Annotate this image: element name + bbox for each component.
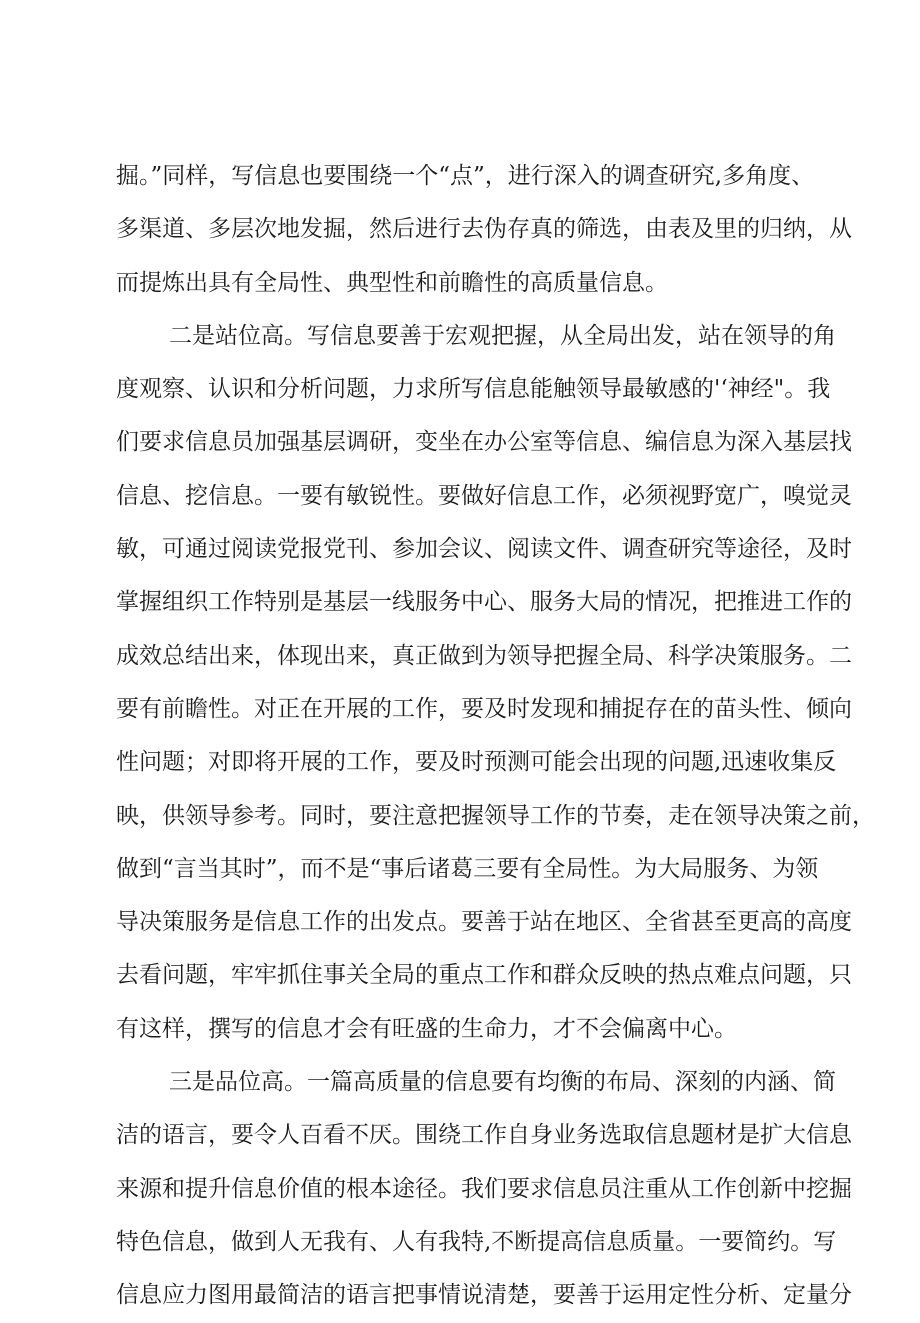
text-line: 洁的语言，要令人百看不厌。围绕工作自身业务选取信息题材是扩大信息 [116,1122,852,1149]
text-line: 映，供领导参考。同时，要注意把握领导工作的节奏，走在领导决策之前， [116,802,875,829]
text-line: 去看问题，牢牢抓住事关全局的重点工作和群众反映的热点难点问题，只 [116,962,852,989]
text-line: 性问题；对即将开展的工作，要及时预测可能会出现的问题,迅速收集反 [116,749,837,776]
text-line: 信息应力图用最简洁的语言把事情说清楚，要善于运用定性分析、定量分 [116,1282,852,1309]
paragraph-start-line: 三是品位高。一篇高质量的信息要有均衡的布局、深刻的内涵、简 [169,1069,836,1096]
paragraph-start-line: 二是站位高。写信息要善于宏观把握，从全局出发，站在领导的角 [169,322,836,349]
text-line: 多渠道、多层次地发掘，然后进行去伪存真的筛选，由表及里的归纳，从 [116,216,852,243]
text-line: 有这样，撰写的信息才会有旺盛的生命力，才不会偏离中心。 [116,1015,737,1042]
text-line: 成效总结出来，体现出来，真正做到为领导把握全局、科学决策服务。二 [116,642,852,669]
text-line: 做到“言当其时”，而不是“事后诸葛三要有全局性。为大局服务、为领 [116,855,819,882]
text-line: 掘。”同样，写信息也要围绕一个“点”，进行深入的调查研究,多角度、 [116,163,815,189]
text-line: 们要求信息员加强基层调研，变坐在办公室等信息、编信息为深入基层找 [116,429,852,456]
text-line: 特色信息，做到人无我有、人有我特,不断提高信息质量。一要简约。写 [116,1228,837,1255]
body-text [116,150,875,1323]
text-line: 来源和提升信息价值的根本途径。我们要求信息员注重从工作创新中挖掘 [116,1175,852,1202]
text-line: 导决策服务是信息工作的出发点。要善于站在地区、全省甚至更高的高度 [116,909,852,936]
text-line: 敏，可通过阅读党报党刊、参加会议、阅读文件、调查研究等途径，及时 [116,536,852,563]
text-line: 度观察、认识和分析问题，力求所写信息能触领导最敏感的'‘神经"。我 [116,376,831,403]
text-line: 掌握组织工作特别是基层一线服务中心、服务大局的情况，把推进工作的 [116,589,852,616]
text-line: 要有前瞻性。对正在开展的工作，要及时发现和捕捉存在的苗头性、倾向 [116,695,852,722]
text-line: 信息、挖信息。一要有敏锐性。要做好信息工作，必须视野宽广，嗅觉灵 [116,482,852,509]
text-line: 而提炼出具有全局性、典型性和前瞻性的高质量信息。 [116,269,668,296]
